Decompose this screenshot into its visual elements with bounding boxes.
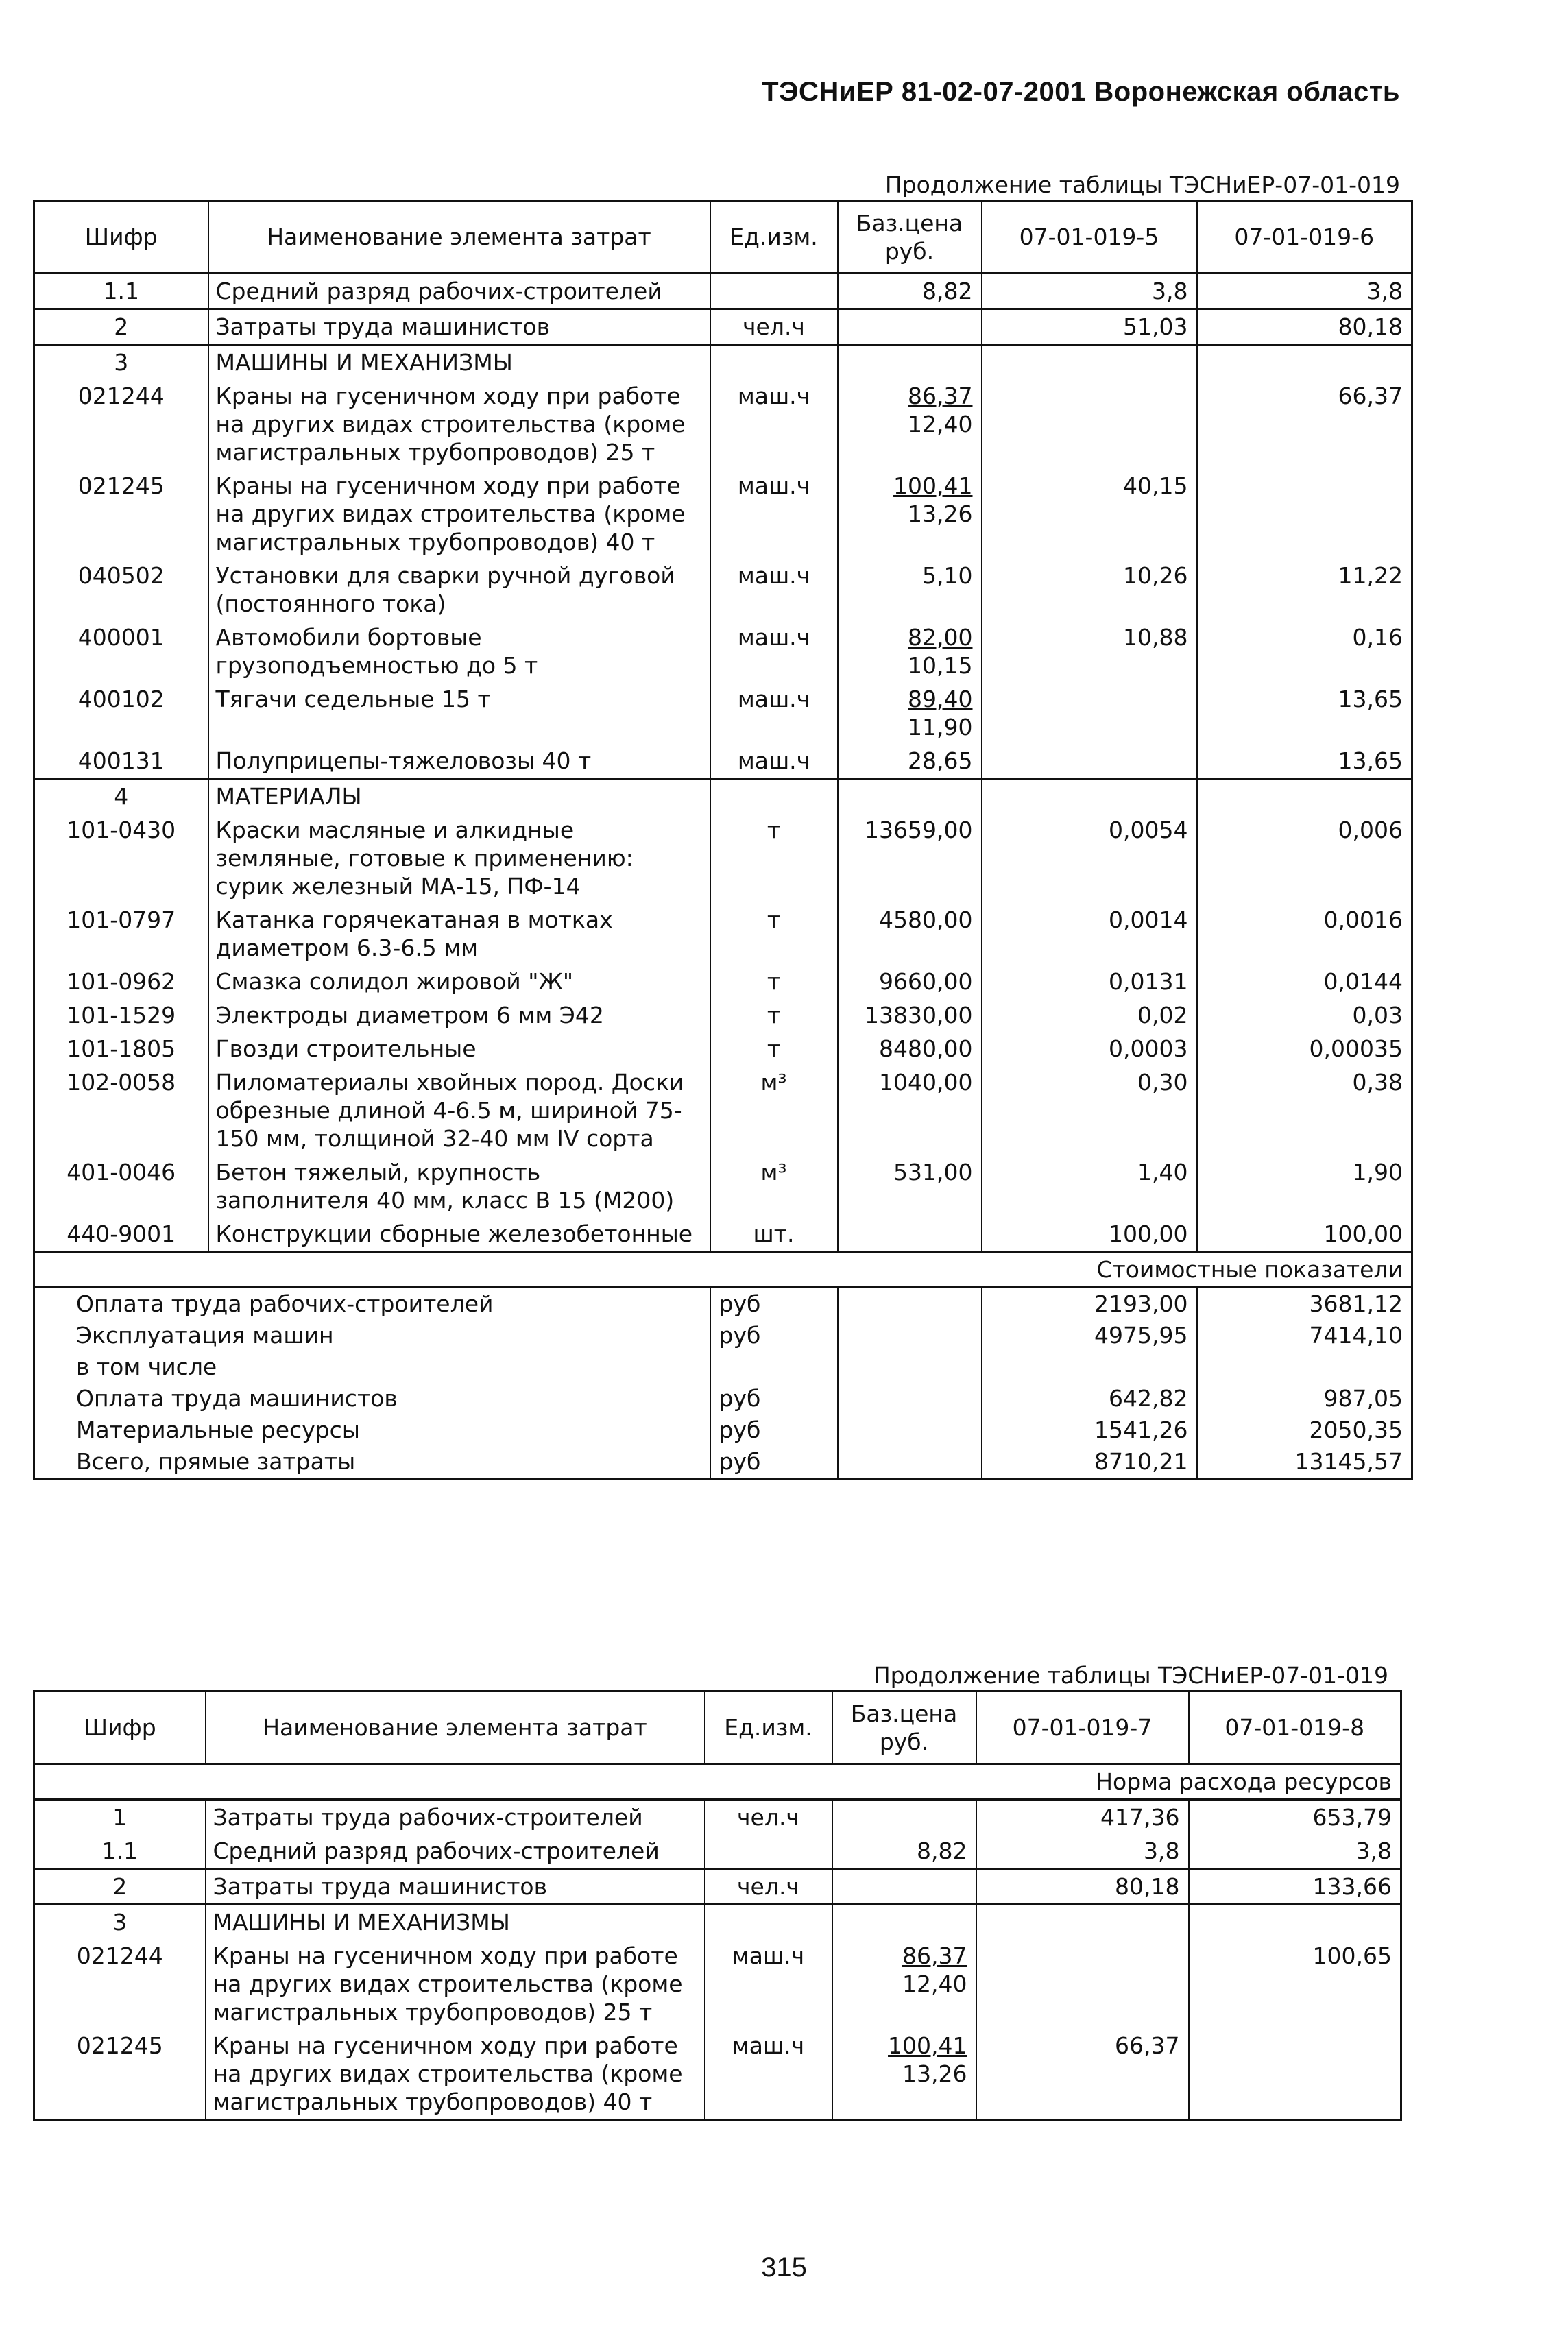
row-unit: маш.ч [710, 379, 838, 469]
row-name: Смазка солидол жировой "Ж" [208, 965, 710, 998]
price-value: 28,65 [908, 747, 973, 774]
row-name: Затраты труда машинистов [206, 1869, 705, 1905]
col-header-unit: Ед.изм. [710, 201, 838, 274]
row-code: 2 [34, 309, 208, 345]
band-row [34, 1764, 1401, 1800]
row-value-2: 133,66 [1189, 1869, 1401, 1905]
price-value: 9660,00 [879, 968, 973, 995]
total-price-empty [838, 1414, 982, 1446]
row-value-1: 100,00 [982, 1217, 1197, 1252]
price-machinist-value: 12,40 [908, 411, 973, 437]
total-value-1: 4975,95 [982, 1320, 1197, 1351]
row-name: Краны на гусеничном ходу при работе на других видах строительства (кроме магистральных трубопроводов) 40 т [206, 2029, 705, 2120]
row-price [832, 1800, 976, 1835]
price-value: 13830,00 [865, 1002, 973, 1028]
document-header: ТЭСНиЕР 81-02-07-2001 Воронежская область [762, 77, 1400, 107]
row-value-1: 417,36 [976, 1800, 1189, 1835]
row-price [838, 965, 982, 998]
col-header-price: Баз.цена руб. [832, 1691, 976, 1764]
row-unit [710, 779, 838, 814]
price-value: 5,10 [922, 562, 973, 589]
total-value-1: 8710,21 [982, 1446, 1197, 1479]
table-row [34, 559, 1412, 621]
row-value-1: 1,40 [982, 1155, 1197, 1217]
table-row [34, 903, 1412, 965]
price-value: 86,37 [902, 1942, 967, 1969]
row-unit: маш.ч [710, 469, 838, 559]
row-value-2: 80,18 [1197, 309, 1412, 345]
row-price [838, 998, 982, 1032]
total-unit [710, 1351, 838, 1383]
row-value-1: 3,8 [982, 274, 1197, 309]
row-price [838, 559, 982, 621]
table-row [34, 965, 1412, 998]
total-unit: руб [710, 1414, 838, 1446]
row-unit: т [710, 1032, 838, 1065]
row-price [838, 469, 982, 559]
table-row [34, 1939, 1401, 2029]
table-row [34, 1217, 1412, 1252]
col-header-code: Шифр [34, 1691, 206, 1764]
col-header-v2: 07-01-019-6 [1197, 201, 1412, 274]
row-value-1 [982, 744, 1197, 779]
table2-continuation: Продолжение таблицы ТЭСНиЕР-07-01-019 [873, 1662, 1388, 1689]
total-name: Эксплуатация машин [76, 1322, 334, 1349]
row-price [832, 1834, 976, 1869]
row-value-2 [1197, 345, 1412, 380]
row-value-2: 653,79 [1189, 1800, 1401, 1835]
row-value-1 [982, 682, 1197, 744]
row-price [832, 1869, 976, 1905]
table-row [34, 1905, 1401, 1940]
table1-continuation: Продолжение таблицы ТЭСНиЕР-07-01-019 [884, 171, 1400, 198]
total-value-1: 642,82 [982, 1383, 1197, 1414]
row-price [838, 779, 982, 814]
row-code: 2 [34, 1869, 206, 1905]
row-value-2 [1197, 779, 1412, 814]
table-row [34, 682, 1412, 744]
row-value-2: 66,37 [1197, 379, 1412, 469]
total-name: Оплата труда машинистов [76, 1385, 398, 1412]
row-value-2: 11,22 [1197, 559, 1412, 621]
page-number: 315 [761, 2252, 807, 2283]
row-price [832, 1905, 976, 1940]
table-row [34, 379, 1412, 469]
total-price-empty [838, 1288, 982, 1321]
row-unit: маш.ч [705, 1939, 832, 2029]
row-code: 021244 [34, 379, 208, 469]
row-name: Тягачи седельные 15 т [208, 682, 710, 744]
row-code: 101-1529 [34, 998, 208, 1032]
total-price-empty [838, 1446, 982, 1479]
row-code: 101-0430 [34, 813, 208, 903]
row-price [838, 744, 982, 779]
row-value-2: 0,0144 [1197, 965, 1412, 998]
total-name: Всего, прямые затраты [76, 1448, 356, 1475]
price-value: 13659,00 [865, 817, 973, 843]
row-value-1 [976, 1905, 1189, 1940]
price-machinist-value: 13,26 [902, 2060, 967, 2087]
price-machinist-value: 10,15 [908, 652, 973, 679]
table-row [34, 345, 1412, 380]
table-row [34, 1065, 1412, 1155]
row-name: Затраты труда рабочих-строителей [206, 1800, 705, 1835]
row-value-1: 0,0014 [982, 903, 1197, 965]
row-code: 401-0046 [34, 1155, 208, 1217]
row-value-1 [982, 779, 1197, 814]
row-value-1: 0,0131 [982, 965, 1197, 998]
row-price [838, 903, 982, 965]
row-value-1 [982, 345, 1197, 380]
price-value: 531,00 [893, 1159, 973, 1185]
row-code: 021245 [34, 469, 208, 559]
table-row [34, 1032, 1412, 1065]
total-row [34, 1351, 1412, 1383]
total-row [34, 1414, 1412, 1446]
row-name: МАШИНЫ И МЕХАНИЗМЫ [208, 345, 710, 380]
col-header-code: Шифр [34, 201, 208, 274]
row-value-1: 80,18 [976, 1869, 1189, 1905]
row-name: Краны на гусеничном ходу при работе на других видах строительства (кроме магистральных трубопроводов) 40 т [208, 469, 710, 559]
row-unit: маш.ч [710, 559, 838, 621]
row-unit: т [710, 813, 838, 903]
total-value-1: 1541,26 [982, 1414, 1197, 1446]
row-value-1: 66,37 [976, 2029, 1189, 2120]
row-value-1 [982, 379, 1197, 469]
row-price [838, 621, 982, 682]
band-label: Норма расхода ресурсов [34, 1764, 1401, 1800]
row-value-1: 0,0003 [982, 1032, 1197, 1065]
row-name: Бетон тяжелый, крупность заполнителя 40 мм, класс В 15 (М200) [208, 1155, 710, 1217]
price-value: 8,82 [922, 278, 973, 304]
row-unit: маш.ч [710, 621, 838, 682]
total-name: Материальные ресурсы [76, 1417, 360, 1443]
row-code: 1.1 [34, 274, 208, 309]
row-unit [710, 274, 838, 309]
row-code: 021245 [34, 2029, 206, 2120]
table-row [34, 1834, 1401, 1869]
row-price [838, 379, 982, 469]
row-code: 440-9001 [34, 1217, 208, 1252]
row-value-2: 0,03 [1197, 998, 1412, 1032]
total-row [34, 1320, 1412, 1351]
col-header-v2: 07-01-019-8 [1189, 1691, 1401, 1764]
row-value-2: 3,8 [1197, 274, 1412, 309]
row-price [838, 309, 982, 345]
row-code: 102-0058 [34, 1065, 208, 1155]
row-value-2: 1,90 [1197, 1155, 1412, 1217]
row-value-2: 0,16 [1197, 621, 1412, 682]
row-price [838, 1155, 982, 1217]
col-header-v1: 07-01-019-7 [976, 1691, 1189, 1764]
row-unit: чел.ч [705, 1869, 832, 1905]
price-value: 86,37 [908, 383, 973, 409]
price-machinist-value: 13,26 [908, 501, 973, 527]
resources-table-2 [33, 1690, 1402, 2121]
row-price [832, 2029, 976, 2120]
row-name: Средний разряд рабочих-строителей [208, 274, 710, 309]
row-code: 400102 [34, 682, 208, 744]
price-value: 1040,00 [879, 1069, 973, 1096]
table-row [34, 2029, 1401, 2120]
table-row [34, 274, 1412, 309]
total-name: в том числе [76, 1353, 217, 1380]
row-price [838, 345, 982, 380]
price-value: 100,41 [893, 472, 973, 499]
total-price-empty [838, 1383, 982, 1414]
table-row [34, 309, 1412, 345]
row-value-2: 0,006 [1197, 813, 1412, 903]
row-code: 021244 [34, 1939, 206, 2029]
row-code: 3 [34, 345, 208, 380]
row-name: Гвозди строительные [208, 1032, 710, 1065]
row-value-1: 0,0054 [982, 813, 1197, 903]
row-unit: шт. [710, 1217, 838, 1252]
total-value-1 [982, 1351, 1197, 1383]
row-value-2: 100,00 [1197, 1217, 1412, 1252]
total-value-2: 987,05 [1197, 1383, 1412, 1414]
row-name: Конструкции сборные железобетонные [208, 1217, 710, 1252]
row-value-1: 0,30 [982, 1065, 1197, 1155]
row-value-1: 0,02 [982, 998, 1197, 1032]
total-row [34, 1446, 1412, 1479]
row-name: Затраты труда машинистов [208, 309, 710, 345]
row-name: Автомобили бортовые грузоподъемностью до 5 т [208, 621, 710, 682]
price-machinist-value: 11,90 [908, 714, 973, 740]
band-label: Стоимостные показатели [34, 1252, 1412, 1288]
row-unit: маш.ч [710, 744, 838, 779]
total-value-2: 2050,35 [1197, 1414, 1412, 1446]
row-price [838, 813, 982, 903]
row-price [838, 274, 982, 309]
row-unit: м³ [710, 1155, 838, 1217]
row-name: Электроды диаметром 6 мм Э42 [208, 998, 710, 1032]
price-value: 8,82 [917, 1838, 967, 1864]
row-value-2 [1189, 2029, 1401, 2120]
row-value-1: 10,88 [982, 621, 1197, 682]
row-value-2: 100,65 [1189, 1939, 1401, 2029]
total-price-empty [838, 1351, 982, 1383]
price-value: 89,40 [908, 686, 973, 712]
row-code: 4 [34, 779, 208, 814]
table-row [34, 1155, 1412, 1217]
row-unit: чел.ч [705, 1800, 832, 1835]
row-name: Средний разряд рабочих-строителей [206, 1834, 705, 1869]
total-value-2: 13145,57 [1197, 1446, 1412, 1479]
row-value-1: 3,8 [976, 1834, 1189, 1869]
total-value-2: 3681,12 [1197, 1288, 1412, 1321]
row-name: Краны на гусеничном ходу при работе на других видах строительства (кроме магистральных трубопроводов) 25 т [208, 379, 710, 469]
row-unit: м³ [710, 1065, 838, 1155]
row-value-1: 51,03 [982, 309, 1197, 345]
row-price [838, 682, 982, 744]
band-row [34, 1252, 1412, 1288]
row-price [838, 1217, 982, 1252]
col-header-price: Баз.цена руб. [838, 201, 982, 274]
row-value-2 [1189, 1905, 1401, 1940]
row-unit: маш.ч [710, 682, 838, 744]
row-price [832, 1939, 976, 2029]
total-value-2 [1197, 1351, 1412, 1383]
row-unit [705, 1905, 832, 1940]
col-header-name: Наименование элемента затрат [206, 1691, 705, 1764]
row-code: 040502 [34, 559, 208, 621]
row-code: 101-0797 [34, 903, 208, 965]
row-value-2: 13,65 [1197, 744, 1412, 779]
price-value: 8480,00 [879, 1035, 973, 1062]
row-price [838, 1065, 982, 1155]
row-unit: т [710, 998, 838, 1032]
row-value-1: 40,15 [982, 469, 1197, 559]
price-value: 4580,00 [879, 906, 973, 933]
row-value-2: 0,0016 [1197, 903, 1412, 965]
row-code: 400001 [34, 621, 208, 682]
row-unit: т [710, 903, 838, 965]
row-unit: маш.ч [705, 2029, 832, 2120]
row-value-1 [976, 1939, 1189, 2029]
total-value-2: 7414,10 [1197, 1320, 1412, 1351]
table-row [34, 1869, 1401, 1905]
table-row [34, 998, 1412, 1032]
table-row [34, 469, 1412, 559]
row-value-2: 0,38 [1197, 1065, 1412, 1155]
table-row [34, 779, 1412, 814]
table-row [34, 744, 1412, 779]
row-code: 1 [34, 1800, 206, 1835]
total-row [34, 1288, 1412, 1321]
row-unit: чел.ч [710, 309, 838, 345]
table-row [34, 621, 1412, 682]
row-code: 1.1 [34, 1834, 206, 1869]
total-value-1: 2193,00 [982, 1288, 1197, 1321]
row-name: Краски масляные и алкидные земляные, готовые к применению: сурик железный МА-15, ПФ-14 [208, 813, 710, 903]
row-unit [710, 345, 838, 380]
col-header-unit: Ед.изм. [705, 1691, 832, 1764]
row-value-2: 3,8 [1189, 1834, 1401, 1869]
row-name: МАТЕРИАЛЫ [208, 779, 710, 814]
col-header-v1: 07-01-019-5 [982, 201, 1197, 274]
row-code: 3 [34, 1905, 206, 1940]
row-value-2 [1197, 469, 1412, 559]
total-unit: руб [710, 1288, 838, 1321]
table-row [34, 813, 1412, 903]
row-name: Пиломатериалы хвойных пород. Доски обрезные длиной 4-6.5 м, шириной 75-150 мм, толщиной 32-40 мм IV сорта [208, 1065, 710, 1155]
row-name: Полуприцепы-тяжеловозы 40 т [208, 744, 710, 779]
total-unit: руб [710, 1383, 838, 1414]
row-unit [705, 1834, 832, 1869]
total-price-empty [838, 1320, 982, 1351]
row-value-2: 13,65 [1197, 682, 1412, 744]
row-code: 101-0962 [34, 965, 208, 998]
total-unit: руб [710, 1446, 838, 1479]
row-value-2: 0,00035 [1197, 1032, 1412, 1065]
col-header-name: Наименование элемента затрат [208, 201, 710, 274]
total-row [34, 1383, 1412, 1414]
row-name: Катанка горячекатаная в мотках диаметром 6.3-6.5 мм [208, 903, 710, 965]
price-value: 82,00 [908, 624, 973, 651]
row-name: Установки для сварки ручной дуговой (постоянного тока) [208, 559, 710, 621]
row-value-1: 10,26 [982, 559, 1197, 621]
row-code: 400131 [34, 744, 208, 779]
total-name: Оплата труда рабочих-строителей [76, 1290, 494, 1317]
price-value: 100,41 [888, 2032, 967, 2059]
price-machinist-value: 12,40 [902, 1971, 967, 1997]
row-name: МАШИНЫ И МЕХАНИЗМЫ [206, 1905, 705, 1940]
resources-table-1 [33, 200, 1413, 1480]
row-unit: т [710, 965, 838, 998]
row-code: 101-1805 [34, 1032, 208, 1065]
total-unit: руб [710, 1320, 838, 1351]
row-price [838, 1032, 982, 1065]
row-name: Краны на гусеничном ходу при работе на других видах строительства (кроме магистральных трубопроводов) 25 т [206, 1939, 705, 2029]
table-row [34, 1800, 1401, 1835]
